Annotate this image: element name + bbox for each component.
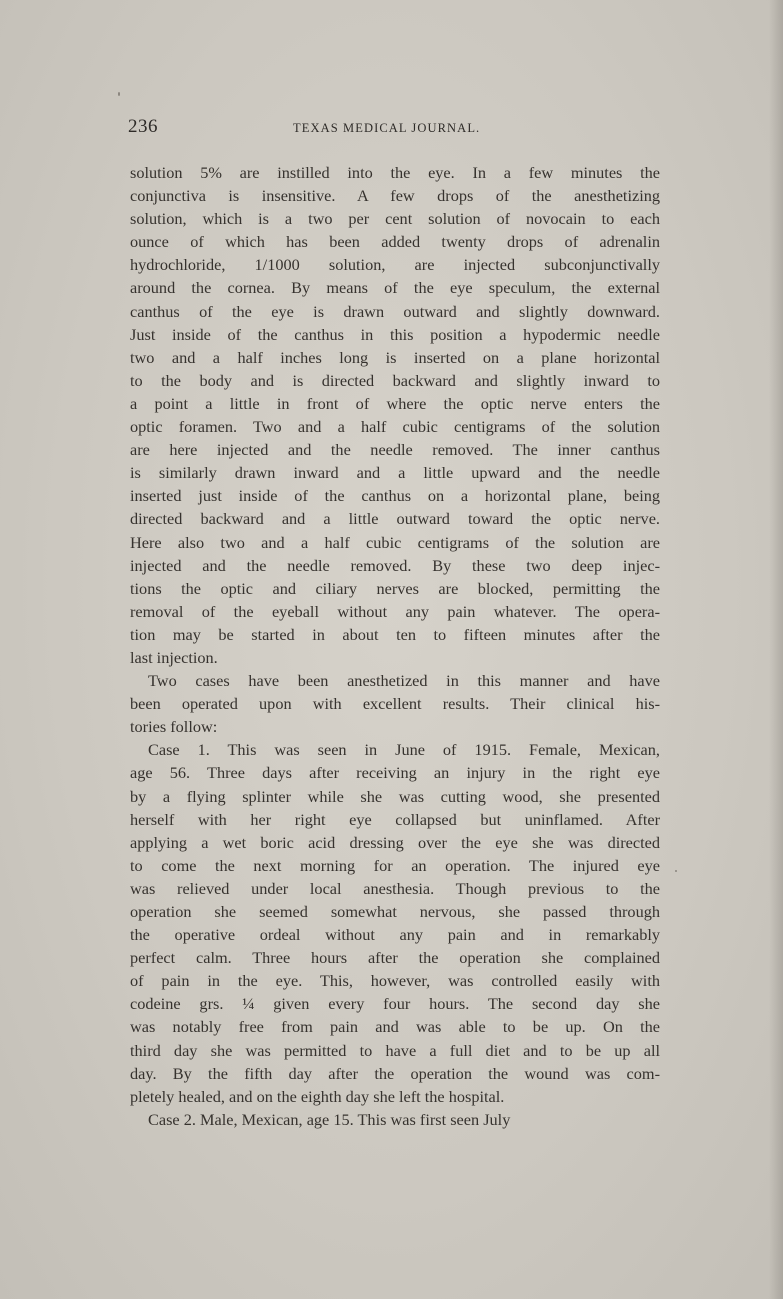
text-line: ounce of which has been added twenty drops of adrenalin [130, 232, 660, 252]
text-line: herself with her right eye collapsed but uninflamed. After [130, 809, 660, 829]
text-line: tories follow: [130, 717, 218, 737]
text-line: are here injected and the needle removed. The inner canthus [130, 440, 660, 460]
text-line: injected and the needle removed. By these two deep injec- [130, 555, 660, 575]
text-line: hydrochloride, 1/1000 solution, are injected subconjunctivally [130, 255, 660, 275]
text-line: of pain in the eye. This, however, was controlled easily with [130, 971, 660, 991]
text-line: canthus of the eye is drawn outward and slightly downward. [130, 301, 660, 321]
paragraph [130, 738, 660, 1108]
text-line: directed backward and a little outward toward the optic nerve. [130, 509, 660, 529]
text-line: solution, which is a two per cent solution of novocain to each [130, 209, 660, 229]
text-line: Here also two and a half cubic centigrams of the solution are [130, 532, 660, 552]
article-body [130, 161, 660, 1131]
text-line: day. By the fifth day after the operation the wound was com- [130, 1063, 660, 1083]
paragraph [130, 669, 660, 738]
text-line: been operated upon with excellent results. Their clinical his- [130, 694, 660, 714]
text-line: to the body and is directed backward and slightly inward to [130, 370, 660, 390]
text-line: operation she seemed somewhat nervous, she passed through [130, 902, 660, 921]
text-line: solution 5% are instilled into the eye. In a few minutes the [130, 163, 660, 182]
text-line: is similarly drawn inward and a little upward and the needle [130, 463, 660, 483]
text-line: was notably free from pain and was able to be up. On the [130, 1017, 660, 1037]
text-line: Case 1. This was seen in June of 1915. Female, Mexican, [148, 740, 660, 760]
running-header [128, 116, 660, 140]
text-line: codeine grs. ¼ given every four hours. The second day she [130, 994, 660, 1014]
text-line: around the cornea. By means of the eye speculum, the external [130, 278, 660, 298]
text-line: tions the optic and ciliary nerves are blocked, permitting the [130, 578, 660, 598]
text-line: perfect calm. Three hours after the operation she complained [130, 948, 660, 968]
text-line: two and a half inches long is inserted on a plane horizontal [130, 347, 660, 367]
text-line: Case 2. Male, Mexican, age 15. This was first seen July [148, 1109, 511, 1129]
text-line: by a flying splinter while she was cutting wood, she presented [130, 786, 660, 806]
text-line: the operative ordeal without any pain and in remarkably [130, 925, 660, 945]
text-line: pletely healed, and on the eighth day she left the hospital. [130, 1086, 505, 1106]
text-line: inserted just inside of the canthus on a horizontal plane, being [130, 486, 660, 506]
text-line: Just inside of the canthus in this position a hypodermic needle [130, 324, 660, 344]
text-line: to come the next morning for an operation. The injured eye [130, 855, 660, 875]
scan-speck [118, 92, 120, 96]
text-line: applying a wet boric acid dressing over the eye she was directed [130, 832, 660, 852]
text-line: removal of the eyeball without any pain whatever. The opera- [130, 601, 660, 621]
text-line: Two cases have been anesthetized in this manner and have [148, 671, 660, 691]
text-line: was relieved under local anesthesia. Though previous to the [130, 878, 660, 898]
paragraph [130, 161, 660, 669]
paragraph [130, 1108, 660, 1131]
page-number: 236 [128, 116, 158, 137]
text-line: optic foramen. Two and a half cubic centigrams of the solution [130, 417, 660, 437]
text-line: tion may be started in about ten to fifteen minutes after the [130, 624, 660, 644]
text-line: third day she was permitted to have a full diet and to be up all [130, 1040, 660, 1060]
page-edge-shadow [769, 0, 783, 1299]
text-line: a point a little in front of where the optic nerve enters the [130, 393, 660, 413]
scan-speck [675, 870, 677, 872]
text-line: last injection. [130, 647, 218, 667]
text-line: age 56. Three days after receiving an injury in the right eye [130, 763, 660, 783]
journal-title: TEXAS MEDICAL JOURNAL. [293, 121, 481, 135]
text-line: conjunctiva is insensitive. A few drops of the anesthetizing [130, 186, 660, 206]
